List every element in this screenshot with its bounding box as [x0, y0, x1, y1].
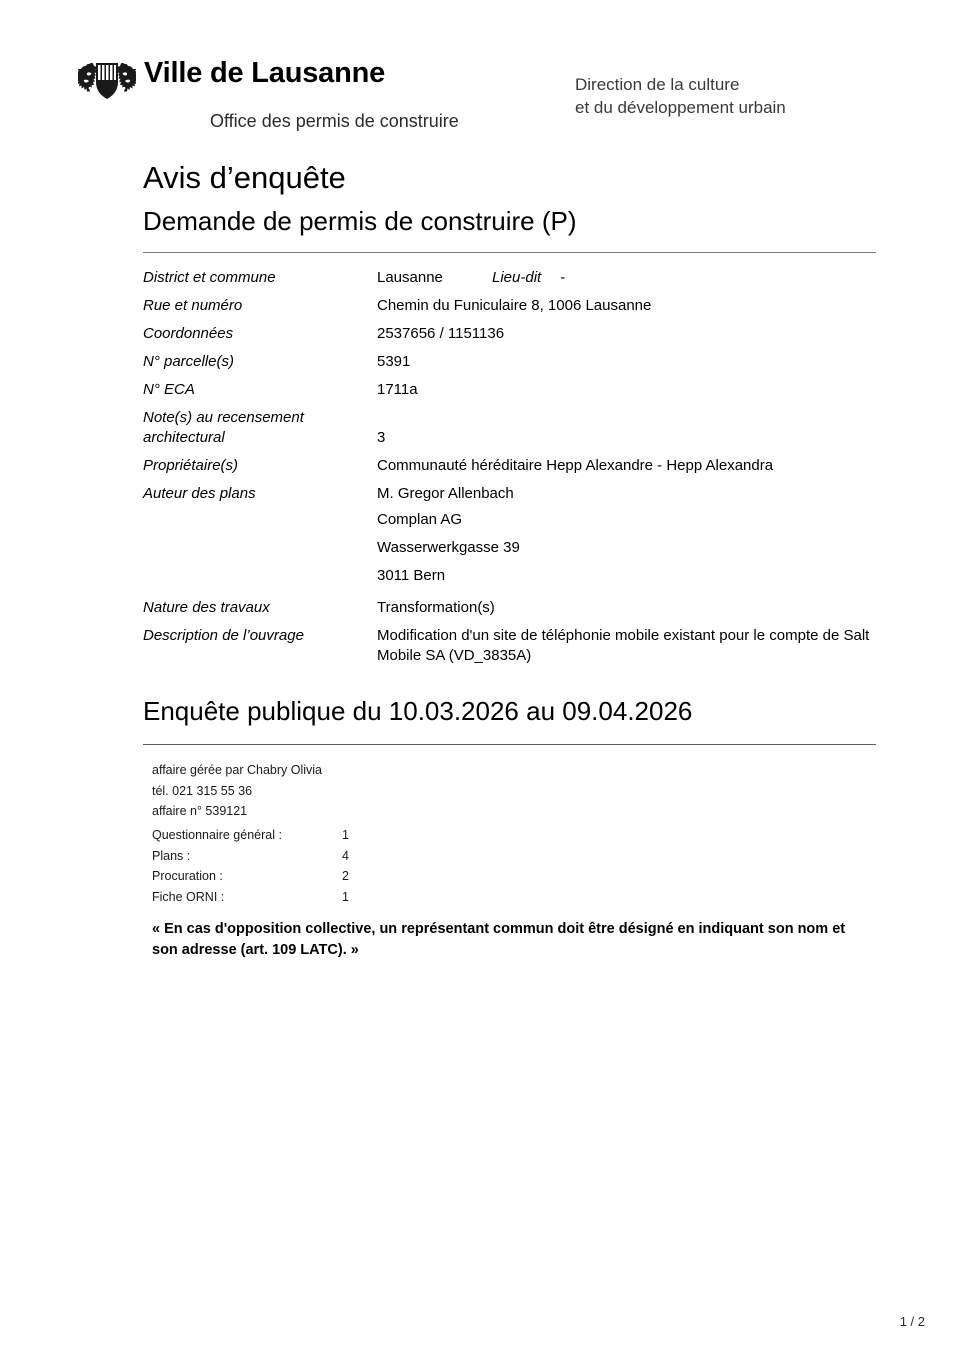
table-row-eca: [143, 380, 883, 400]
value-street: Chemin du Funiculaire 8, 1006 Lausanne: [377, 297, 652, 314]
details-table: [143, 268, 883, 674]
value-eca: 1711a: [377, 381, 418, 398]
list-item: [152, 887, 349, 908]
case-admin-block: [152, 760, 349, 907]
label-census: [143, 408, 377, 448]
label-author: Auteur des plans: [143, 485, 256, 502]
table-row-census: [143, 408, 883, 448]
brand-title: Ville de Lausanne: [144, 57, 386, 89]
table-row-parcel: [143, 352, 883, 372]
label-description: Description de l’ouvrage: [143, 627, 304, 644]
count-value: 4: [342, 848, 349, 863]
brand-subtitle: Office des permis de construire: [210, 111, 459, 131]
list-item: [152, 846, 349, 867]
count-label: Questionnaire général :: [152, 828, 282, 842]
case-manager: affaire gérée par Chabry Olivia: [152, 763, 322, 777]
case-phone: tél. 021 315 55 36: [152, 783, 253, 798]
page-subtitle: Demande de permis de construire (P): [143, 206, 577, 236]
value-owner: Communauté héréditaire Hepp Alexandre - Hepp Alexandra: [377, 457, 774, 474]
list-item: [152, 866, 349, 887]
case-number: affaire n° 539121: [152, 804, 248, 818]
value-district-group: [377, 268, 883, 288]
label-census-line-2: architectural: [143, 429, 225, 446]
divider-top: [143, 252, 876, 253]
direction-block: [575, 73, 786, 119]
value-author-line-1: M. Gregor Allenbach: [377, 485, 514, 502]
lausanne-coat-of-arms-icon: [78, 58, 136, 104]
brand-text: [144, 56, 385, 90]
label-census-line-1: Note(s) au recensement: [143, 409, 304, 426]
count-label: Procuration :: [152, 869, 223, 883]
public-inquiry-heading: Enquête publique du 10.03.2026 au 09.04.2026: [143, 696, 693, 726]
label-parcel: N° parcelle(s): [143, 353, 235, 370]
value-lieudit: -: [560, 269, 566, 286]
document-counts-list: [152, 825, 349, 907]
count-label: Fiche ORNI :: [152, 889, 225, 904]
label-district: District et commune: [143, 269, 276, 286]
label-lieudit: Lieu-dit: [492, 269, 542, 286]
label-coordinates: Coordonnées: [143, 325, 234, 342]
page-title: Avis d’enquête: [143, 160, 346, 195]
label-owner: Propriétaire(s): [143, 457, 239, 474]
count-label: Plans :: [152, 848, 191, 863]
value-description: Modification d'un site de téléphonie mobile existant pour le compte de Salt Mobile SA (VD_3835A): [377, 627, 870, 664]
direction-line-2: et du développement urbain: [575, 98, 786, 117]
value-author-line-2: Complan AG: [377, 511, 463, 528]
page-footer: [0, 1314, 925, 1329]
value-author-line-3: Wasserwerkgasse 39: [377, 539, 520, 556]
table-row-description: [143, 626, 883, 666]
value-census: 3: [377, 429, 386, 446]
divider-middle: [143, 744, 876, 745]
page-header: [0, 0, 970, 140]
table-row-street: [143, 296, 883, 316]
label-eca: N° ECA: [143, 381, 195, 398]
legal-notice: « En cas d'opposition collective, un représentant commun doit être désigné en indiquant son nom et son adresse (art. 109 LATC). »: [152, 921, 846, 958]
value-district: Lausanne: [377, 269, 443, 286]
count-value: 1: [342, 889, 349, 904]
label-nature: Nature des travaux: [143, 599, 270, 616]
label-street: Rue et numéro: [143, 297, 243, 314]
value-nature: Transformation(s): [377, 599, 495, 616]
value-coordinates: 2537656 / 1151136: [377, 325, 505, 342]
table-row-nature: [143, 598, 883, 618]
brand-block: [78, 56, 385, 104]
direction-line-1: Direction de la culture: [575, 75, 740, 94]
page-indicator: 1 / 2: [899, 1314, 925, 1329]
count-value: 1: [342, 828, 349, 842]
count-value: 2: [342, 869, 349, 883]
table-row-owner: [143, 456, 883, 476]
value-parcel: 5391: [377, 353, 411, 370]
table-row-author: [143, 484, 883, 504]
table-row-district: [143, 268, 883, 288]
list-item: [152, 825, 349, 846]
value-author-line-4: 3011 Bern: [377, 567, 446, 584]
table-row-coordinates: [143, 324, 883, 344]
